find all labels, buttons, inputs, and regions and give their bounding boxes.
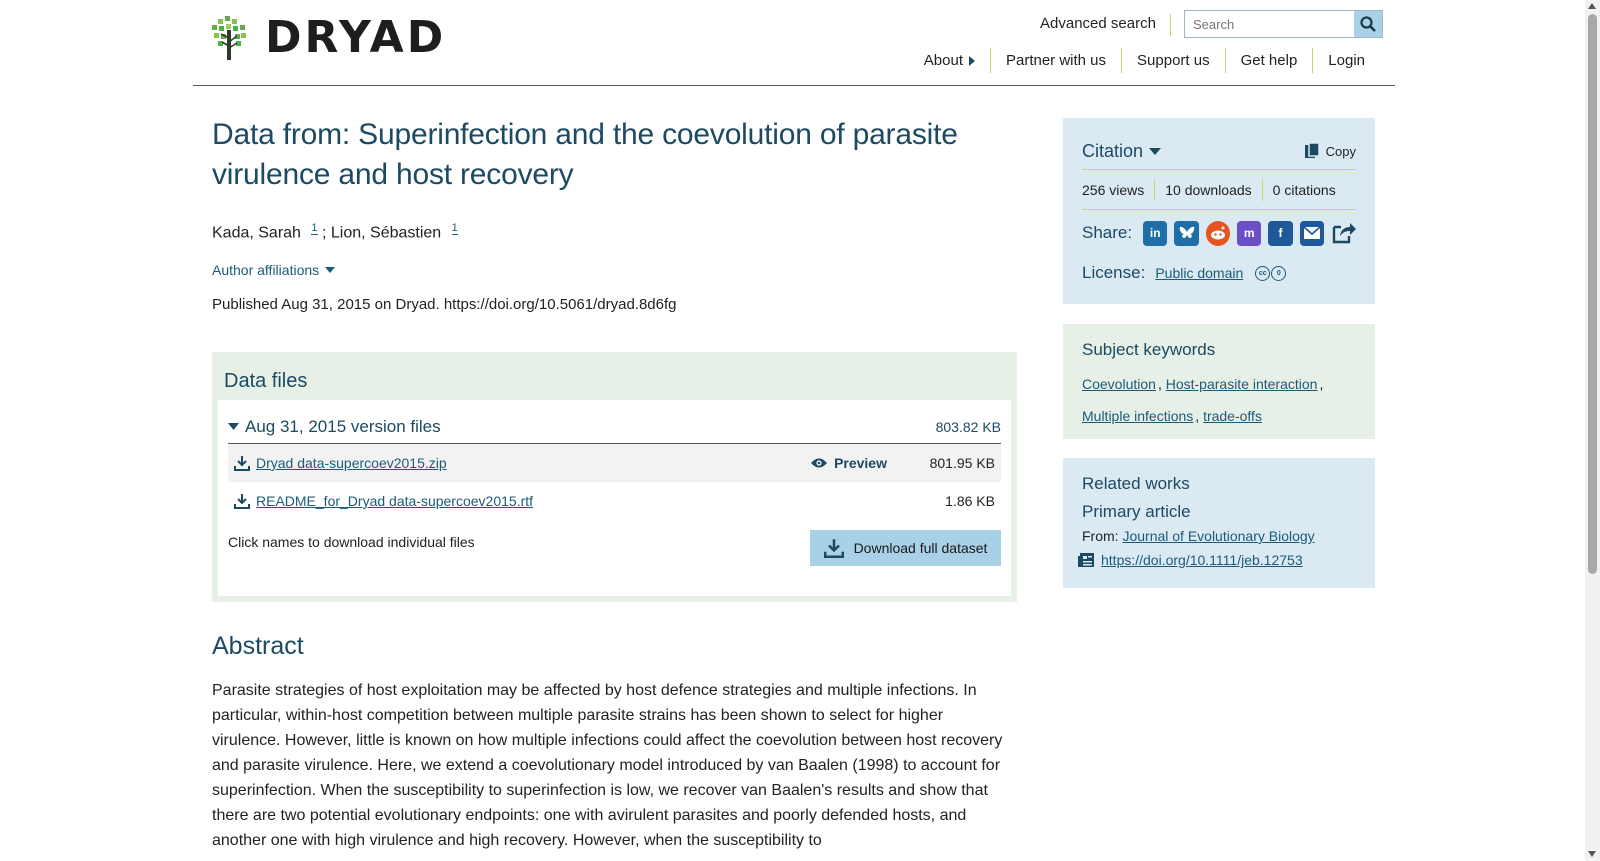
main-nav [909, 48, 1365, 73]
dataset-main [212, 115, 1017, 313]
preview-label: Preview [834, 455, 887, 471]
citation-toggle[interactable] [1082, 141, 1161, 162]
keywords-panel [1063, 324, 1375, 439]
keyword-link[interactable]: Multiple infections [1082, 408, 1194, 424]
advanced-search-link[interactable]: Advanced search [1040, 14, 1171, 36]
scroll-down-arrow-icon[interactable] [1588, 851, 1596, 857]
file-size: 801.95 KB [929, 455, 995, 471]
tree-logo-icon [211, 16, 247, 60]
data-files-list [218, 400, 1011, 596]
share-icon[interactable] [1331, 221, 1356, 246]
abstract-heading: Abstract [212, 632, 304, 660]
related-works-panel [1063, 458, 1375, 588]
download-icon [234, 455, 250, 471]
search-input[interactable] [1185, 11, 1354, 37]
search-icon [1360, 16, 1376, 32]
email-icon[interactable] [1300, 221, 1324, 246]
page-scrollbar[interactable] [1585, 0, 1600, 861]
caret-down-icon [1149, 148, 1161, 155]
license-row [1082, 256, 1356, 290]
file-size: 1.86 KB [945, 493, 995, 509]
metrics [1082, 170, 1356, 210]
article-doi-link[interactable]: https://doi.org/10.1111/jeb.12753 [1101, 552, 1303, 568]
views-count: 256 views [1082, 181, 1145, 198]
search-button[interactable] [1354, 11, 1382, 37]
author-list [212, 219, 1017, 242]
version-toggle[interactable] [228, 400, 1001, 444]
search-box [1184, 10, 1383, 38]
reddit-icon[interactable] [1206, 221, 1230, 246]
author-separator: ; [321, 224, 331, 242]
published-info: Published Aug 31, 2015 on Dryad. https://doi.org/10.5061/dryad.8d6fg [212, 296, 677, 314]
keyword-list: Coevolution , Host-parasite interaction , Multiple infections , trade-offs [1082, 376, 1324, 424]
facebook-icon[interactable]: f [1268, 221, 1292, 246]
related-title: Related works [1082, 474, 1190, 493]
nav-about[interactable] [909, 48, 990, 73]
download-full-dataset-button[interactable] [810, 530, 1001, 566]
keyword-link[interactable]: Coevolution [1082, 376, 1156, 392]
license-link[interactable]: Public domain [1155, 265, 1244, 281]
linkedin-icon[interactable]: in [1143, 221, 1167, 246]
nav-partner[interactable]: Partner with us [990, 48, 1121, 73]
license-label: License: [1082, 263, 1146, 282]
site-header [193, 0, 1395, 86]
logo-text: DRYAD [265, 12, 447, 63]
copy-label: Copy [1325, 144, 1356, 159]
file-row [228, 444, 1001, 482]
affiliation-ref[interactable]: 1 [311, 222, 318, 234]
article-doi [1078, 552, 1356, 568]
citations-count: 0 citations [1262, 179, 1336, 201]
nav-help[interactable]: Get help [1225, 48, 1313, 73]
article-icon [1078, 553, 1094, 567]
abstract-text: Parasite strategies of host exploitation may be affected by host defence strategies and multiple infections. In particular, within-host competition between multiple parasite strains has been shown to select for higher virulence. However, little is known on how multiple infections could affect the coevolution between host recovery and parasite virulence. Here, we extend a coevolutionary model introduced by van Baalen (1998) to account for superinfection. When the susceptibility to superinfection is low, we recover van Baalen's results and show that there are two potential evolutionary endpoints: one with avirulent parasites and poorly defended hosts, and another one with high virulence and high recovery. However, when the susceptibility to [212, 682, 1003, 849]
mastodon-icon[interactable]: m [1237, 221, 1261, 246]
caret-down-icon [325, 267, 335, 273]
from-label: From: [1082, 528, 1123, 544]
data-files-panel [212, 352, 1017, 602]
data-files-title: Data files [224, 370, 308, 392]
version-size: 803.82 KB [935, 418, 1001, 435]
author-affiliations-label: Author affiliations [212, 262, 320, 279]
journal-link[interactable]: Journal of Evolutionary Biology [1122, 528, 1315, 544]
cc-zero-icon: cc 0 [1255, 266, 1286, 281]
eye-icon [810, 457, 828, 469]
version-label: Aug 31, 2015 version files [245, 416, 441, 436]
citation-panel [1063, 118, 1375, 304]
clipboard-icon [1305, 143, 1320, 160]
download-note: Click names to download individual files [228, 534, 475, 550]
file-download-link[interactable]: Dryad data-supercoev2015.zip [256, 455, 447, 471]
share-label: Share: [1082, 223, 1133, 242]
downloads-count: 10 downloads [1154, 179, 1261, 201]
nav-support[interactable]: Support us [1121, 48, 1225, 73]
journal-info [1082, 528, 1356, 544]
copy-citation-button[interactable] [1305, 143, 1356, 160]
nav-login[interactable]: Login [1312, 48, 1365, 73]
file-row [228, 482, 1001, 520]
page-title: Data from: Superinfection and the coevolution of parasite virulence and host recovery [212, 118, 958, 191]
caret-down-icon [228, 423, 239, 430]
bluesky-icon[interactable] [1174, 221, 1198, 246]
keywords-title: Subject keywords [1082, 340, 1216, 359]
download-icon [824, 538, 844, 558]
preview-button[interactable] [810, 455, 887, 471]
download-full-label: Download full dataset [853, 540, 988, 556]
nav-about-label: About [923, 52, 963, 69]
file-download-link[interactable]: README_for_Dryad data-supercoev2015.rtf [256, 493, 534, 509]
dryad-logo[interactable] [211, 12, 447, 63]
author-name: Kada, Sarah [212, 224, 301, 242]
author-name: Lion, Sébastien [330, 224, 442, 242]
affiliation-ref[interactable]: 1 [451, 222, 458, 234]
scroll-up-arrow-icon[interactable] [1588, 3, 1596, 9]
download-icon [234, 493, 250, 509]
keyword-link[interactable]: Host-parasite interaction [1165, 376, 1318, 392]
author-affiliations-toggle[interactable] [212, 262, 1017, 278]
keyword-link[interactable]: trade-offs [1203, 408, 1262, 424]
caret-right-icon [969, 56, 975, 66]
share-bar [1082, 210, 1356, 256]
citation-title: Citation [1082, 141, 1144, 161]
scroll-thumb[interactable] [1588, 14, 1597, 574]
primary-article-label: Primary article [1082, 502, 1191, 521]
